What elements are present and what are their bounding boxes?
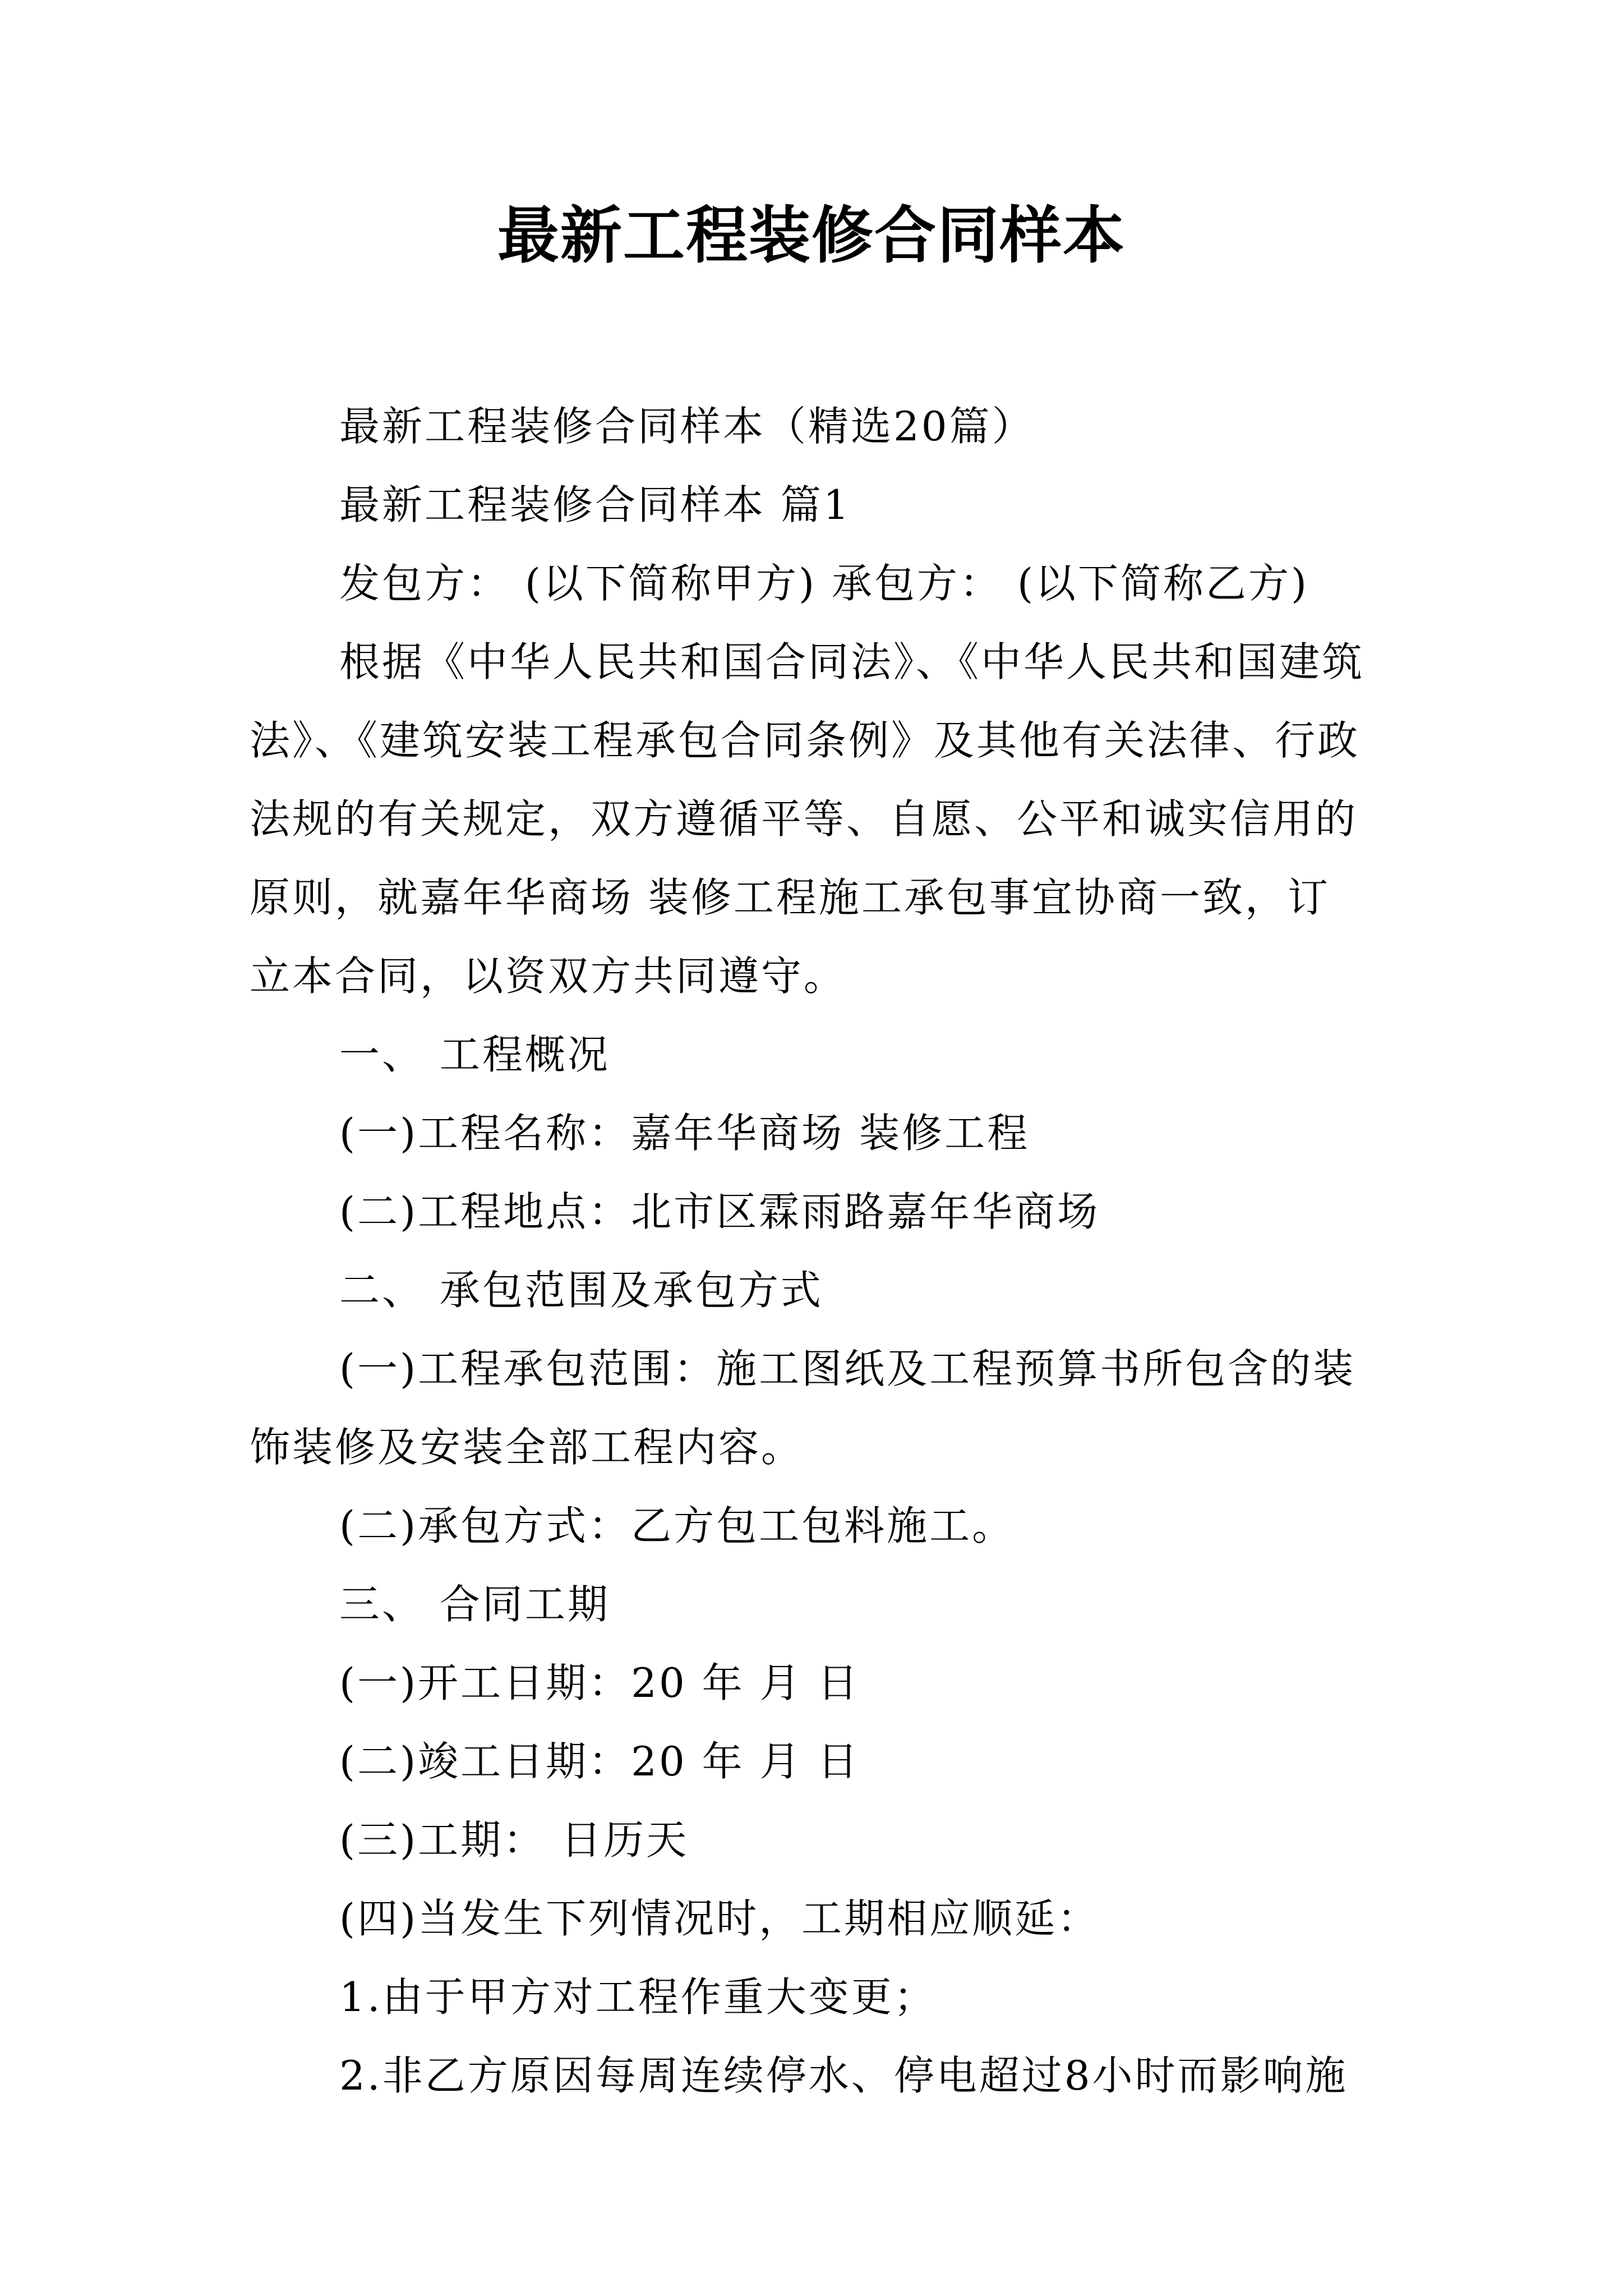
paragraph-line: 1.由于甲方对工程作重大变更； <box>339 1973 937 2021</box>
paragraph-line: (二)竣工日期：20 年 月 日 <box>339 1738 860 1785</box>
section-heading: 三、 合同工期 <box>339 1581 610 1628</box>
paragraph-line: (二)工程地点：北市区霖雨路嘉年华商场 <box>339 1188 1100 1235</box>
paragraph-line: 法》、《建筑安装工程承包合同条例》及其他有关法律、行政 <box>250 717 1361 764</box>
paragraph-line: 最新工程装修合同样本（精选20篇） <box>339 403 1035 450</box>
paragraph-line: (一)工程承包范围：施工图纸及工程预算书所包含的装 <box>339 1345 1356 1392</box>
paragraph-line: (一)工程名称：嘉年华商场 装修工程 <box>339 1110 1030 1157</box>
paragraph-line: 最新工程装修合同样本 篇1 <box>339 481 851 528</box>
paragraph-line: (二)承包方式：乙方包工包料施工。 <box>339 1502 1015 1549</box>
paragraph-line: (四)当发生下列情况时，工期相应顺延： <box>339 1895 1100 1942</box>
paragraph-line: 立本合同，以资双方共同遵守。 <box>250 953 847 1000</box>
paragraph-line: 法规的有关规定，双方遵循平等、自愿、公平和诚实信用的 <box>250 795 1358 843</box>
paragraph-line: 根据《中华人民共和国合同法》、《中华人民共和国建筑 <box>339 638 1365 685</box>
paragraph-line: (一)开工日期：20 年 月 日 <box>339 1659 860 1706</box>
section-heading: 二、 承包范围及承包方式 <box>339 1267 823 1314</box>
paragraph-line: (三)工期： 日历天 <box>339 1816 689 1864</box>
paragraph-line: 发包方： (以下简称甲方) 承包方： (以下简称乙方) <box>339 560 1310 607</box>
section-heading: 一、 工程概况 <box>339 1031 610 1078</box>
paragraph-line: 饰装修及安装全部工程内容。 <box>250 1424 804 1471</box>
document-title: 最新工程装修合同样本 <box>497 199 1126 272</box>
paragraph-line: 2.非乙方原因每周连续停水、停电超过8小时而影响施 <box>339 2052 1348 2099</box>
paragraph-line: 原则，就嘉年华商场 装修工程施工承包事宜协商一致，订 <box>250 874 1330 921</box>
